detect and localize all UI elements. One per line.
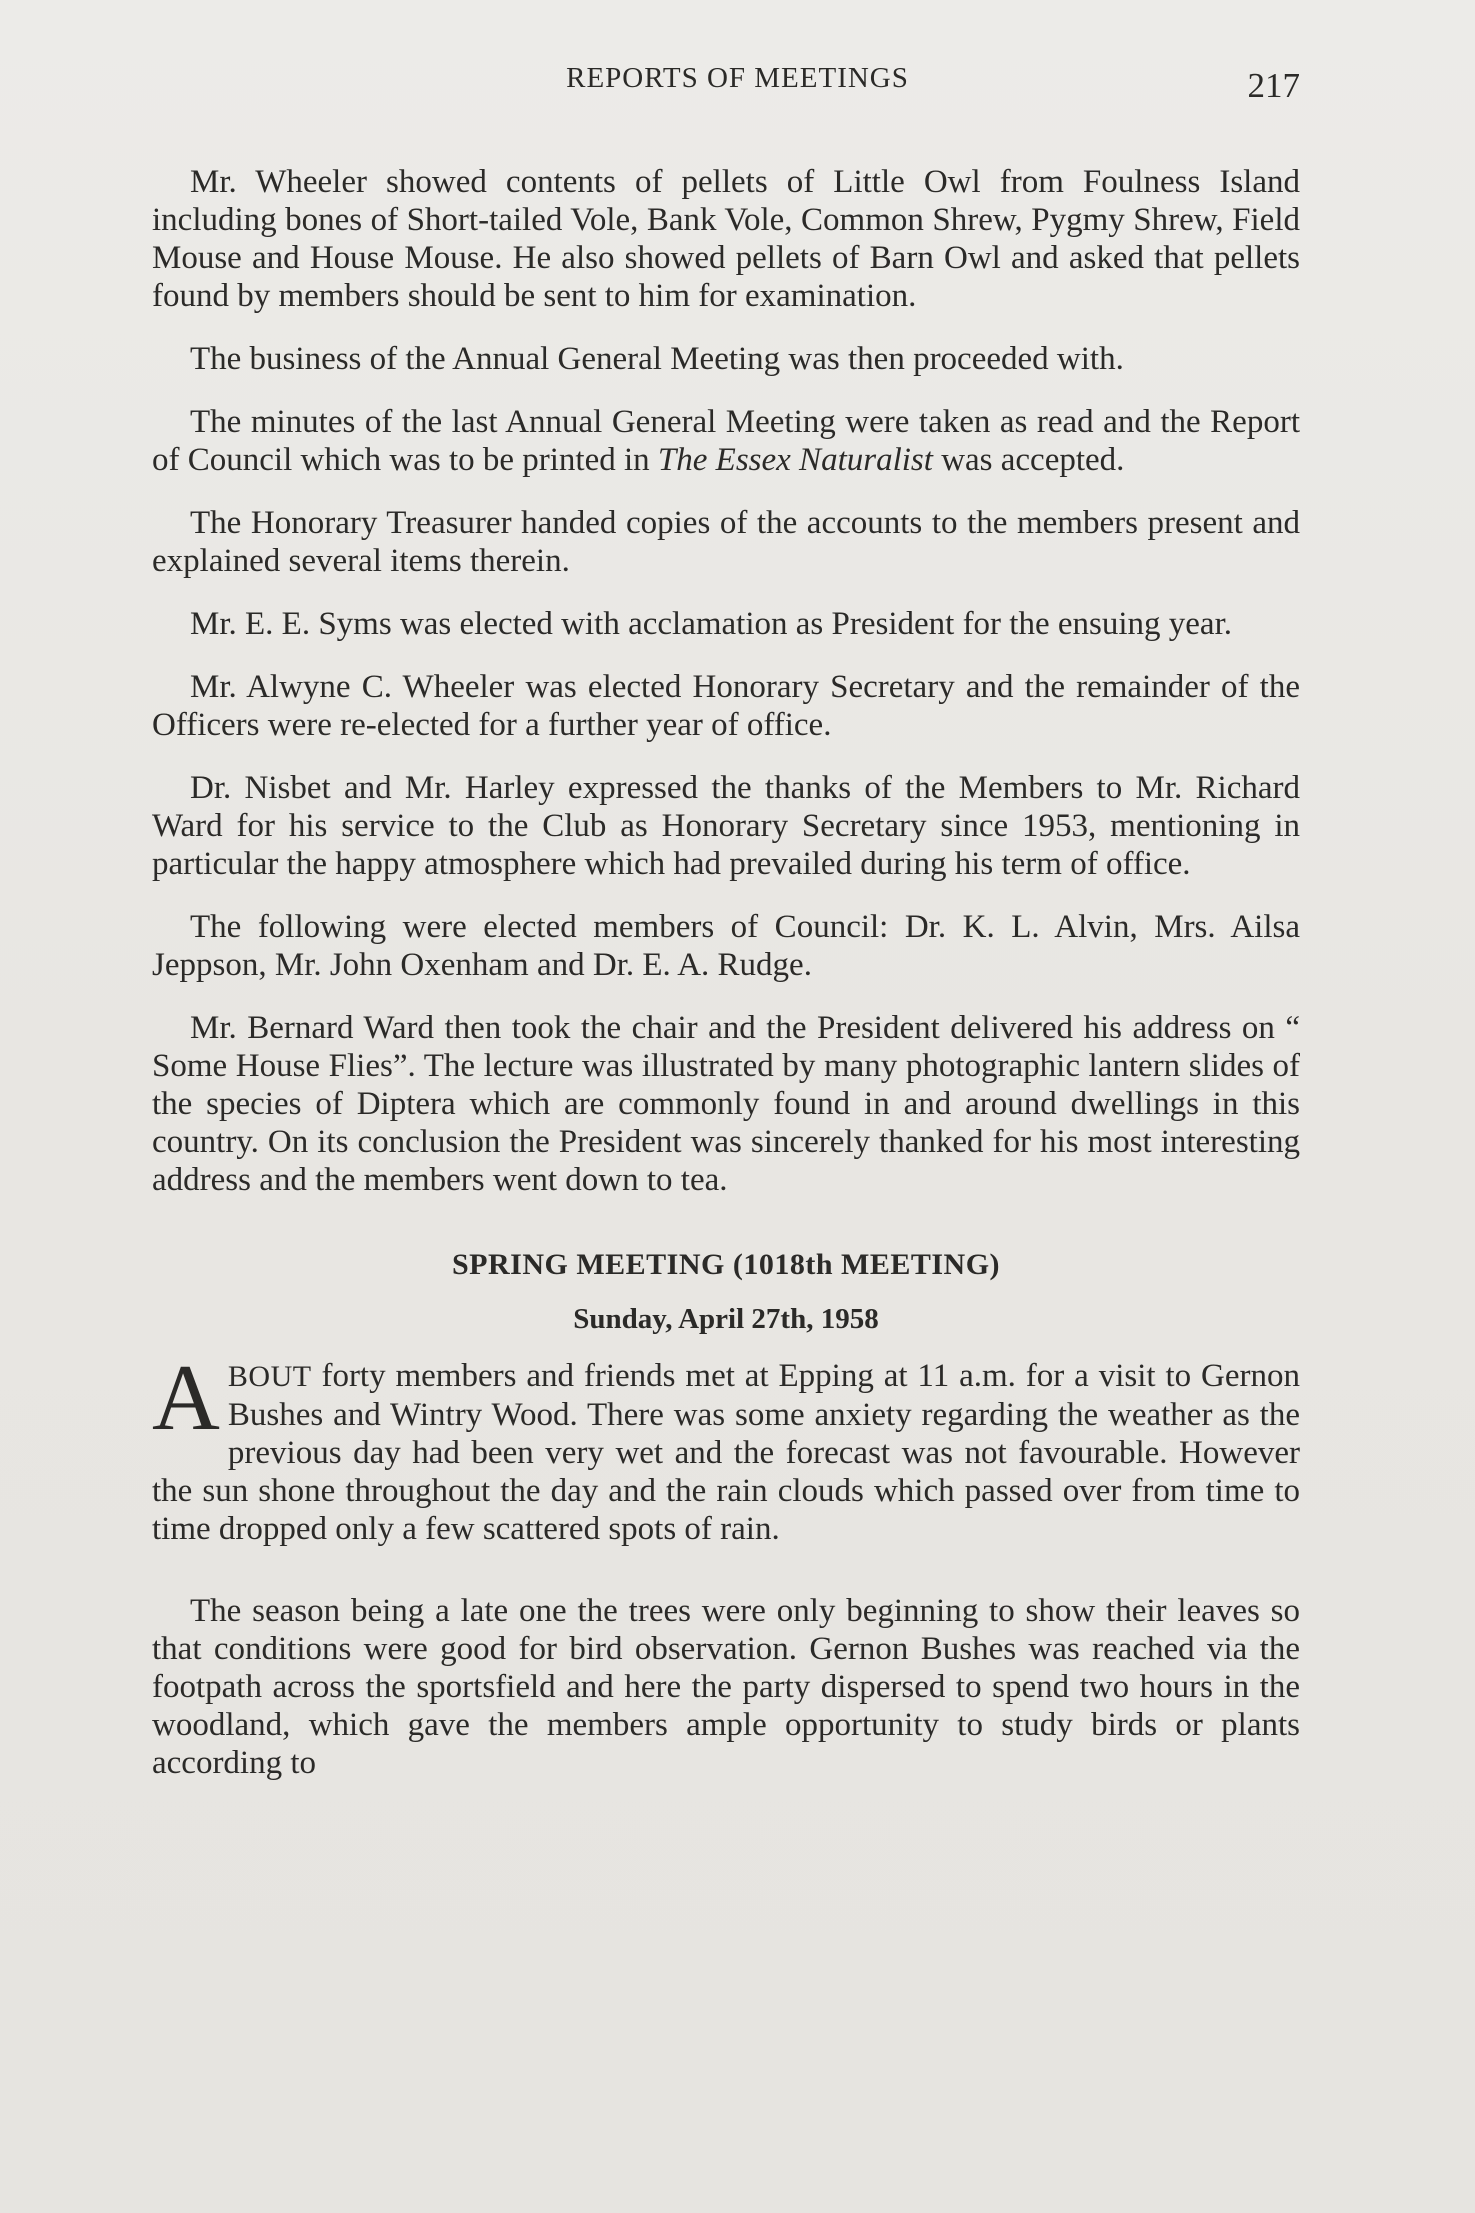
small-caps-lead: BOUT: [227, 1360, 312, 1393]
paragraph-thanks: Dr. Nisbet and Mr. Harley expressed the thanks of the Members to Mr. Richard Ward for his service to the Club as Honorary Secretary since 1953, mentioning in particular the happy atmosphere which had prevailed during his term of office.: [152, 770, 1300, 882]
paragraph-treasurer: The Honorary Treasurer handed copies of the accounts to the members present and explained several items therein.: [152, 505, 1300, 579]
running-title: REPORTS OF MEETINGS: [566, 62, 909, 94]
paragraph-agm-business: The business of the Annual General Meeting was then proceeded with.: [190, 341, 1124, 377]
section-date: Sunday, April 27th, 1958: [573, 1303, 879, 1335]
paragraph-season: The season being a late one the trees were only beginning to show their leaves so that conditions were good for bird observation. Gernon Bushes was reached via the footpath across the sportsfield and here the party dispersed to spend two hours in the woodland, which gave the members ample opportunity to study birds or plants according to: [152, 1593, 1300, 1781]
paragraph-spring-intro: [152, 1346, 1300, 1548]
drop-cap: A: [152, 1346, 220, 1450]
running-header: [0, 58, 1475, 108]
paragraph-address: Mr. Bernard Ward then took the chair and the President delivered his address on “ Some House Flies”. The lecture was illustrated by many photographic lantern slides of the species of Diptera which are commonly found in and around dwellings in this country. On its conclusion the President was sincerely thanked for his most interesting address and the members went down to tea.: [152, 1010, 1300, 1198]
section-heading: SPRING MEETING (1018th MEETING): [451, 1248, 1001, 1281]
paragraph-pellets: Mr. Wheeler showed contents of pellets of Little Owl from Foulness Island including bones of Short-tailed Vole, Bank Vole, Common Shrew, Pygmy Shrew, Field Mouse and House Mouse. He also showed pellets of Barn Owl and asked that pellets found by members should be sent to him for examination.: [152, 164, 1300, 314]
spring-intro-rest: forty members and friends met at Epping at 11 a.m. for a visit to Gernon Bushes and Wintry Wood. There was some anxiety regarding the weather as the previous day had been very wet and the forecast was not favourable. However the sun shone throughout the day and the rain clouds which passed over from time to time dropped only a few scattered spots of rain.: [152, 1358, 1300, 1547]
minutes-text-after: was accepted.: [932, 442, 1125, 478]
paragraph-president-election: Mr. E. E. Syms was elected with acclamation as President for the ensuing year.: [190, 606, 1232, 642]
paragraph-secretary-election: Mr. Alwyne C. Wheeler was elected Honorary Secretary and the remainder of the Officers were re-elected for a further year of office.: [152, 669, 1300, 743]
body-text: [152, 163, 1300, 1807]
minutes-text-before: The minutes of the last Annual General Meeting were taken as read and the Report of Council which was to be printed in: [152, 404, 1300, 478]
page-number: 217: [1247, 66, 1300, 105]
journal-title: The Essex Naturalist: [657, 442, 933, 478]
paragraph-minutes: [152, 403, 1300, 479]
paragraph-council: The following were elected members of Council: Dr. K. L. Alvin, Mrs. Ailsa Jeppson, Mr. John Oxenham and Dr. E. A. Rudge.: [152, 909, 1300, 983]
